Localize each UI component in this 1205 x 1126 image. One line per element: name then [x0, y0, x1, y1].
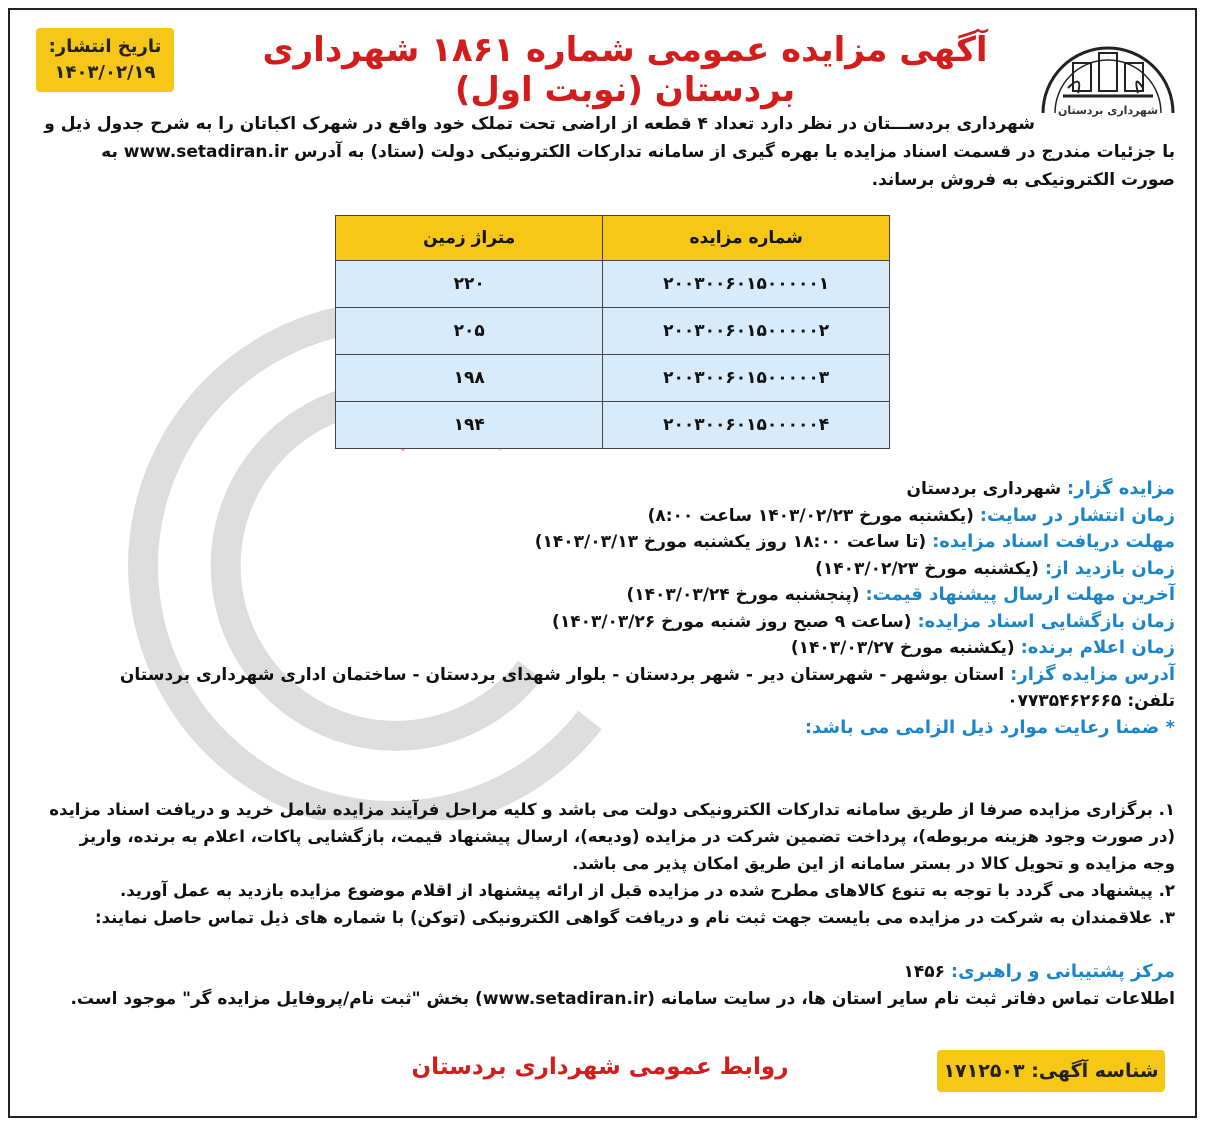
rule-line: ۲. پیشنهاد می گردد با توجه به تنوع کالاهای مطرح شده در مزایده قبل از ارائه پیشنهاد از اقلام موضوع مزایده بازدید به عمل آورید. — [119, 881, 1175, 900]
info-line — [35, 503, 1175, 530]
support-number: ۱۴۵۶ — [903, 962, 951, 982]
info-value: (یکشنبه مورخ ۱۴۰۳/۰۲/۲۳ ساعت ۸:۰۰) — [647, 505, 980, 526]
land-area-cell: ۱۹۸ — [336, 355, 603, 402]
info-label: آدرس مزایده گزار: — [1010, 663, 1175, 685]
info-line — [35, 635, 1175, 662]
info-value: (تا ساعت ۱۸:۰۰ روز یکشنبه مورخ ۱۴۰۳/۰۳/۱۳) — [534, 532, 933, 552]
auction-info — [35, 476, 1175, 741]
requirements-note: * ضمنا رعایت موارد ذیل الزامی می باشد: — [804, 716, 1175, 738]
auction-number-cell: ۲۰۰۳۰۰۶۰۱۵۰۰۰۰۰۱ — [603, 261, 890, 308]
publish-date-label: تاریخ انتشار: — [48, 36, 162, 57]
intro-line: شهرداری بردســـتان در نظر دارد تعداد ۴ قطعه از اراضی تحت تملک خود واقع در شهرک اکباتان را به شرح جدول ذیل و — [44, 114, 1035, 134]
support-section — [35, 958, 1175, 1013]
info-value: شهرداری بردستان — [906, 479, 1068, 499]
table-row — [336, 308, 890, 355]
auction-table — [335, 215, 890, 449]
info-label: زمان بازدید از: — [1044, 557, 1175, 579]
ad-title: آگهی مزایده عمومی شماره ۱۸۶۱ شهرداری بردستان (نوبت اول) — [262, 30, 988, 110]
land-area-cell: ۱۹۴ — [336, 402, 603, 449]
info-value: (یکشنبه مورخ ۱۴۰۳/۰۲/۲۳) — [815, 558, 1045, 579]
support-line — [35, 958, 1175, 986]
rule-line: ۱. برگزاری مزایده صرفا از طریق سامانه تدارکات الکترونیکی دولت می باشد و کلیه مراحل فرآیند مزایده شامل خرید و دریافت اسناد مزایده — [49, 800, 1175, 819]
rule-line: (در صورت وجود هزینه مربوطه)، پرداخت تضمین شرکت در مزایده (ودیعه)، ارسال پیشنهاد قیمت، بازگشایی پاکات، اعلام به برنده، واریز — [79, 827, 1175, 846]
phone-line: تلفن: ۰۷۷۳۵۴۶۲۶۶۵ — [1007, 691, 1175, 711]
info-value: (ساعت ۹ صبح روز شنبه مورخ ۱۴۰۳/۰۳/۲۶) — [552, 611, 918, 632]
ad-id-badge: شناسه آگهی: ۱۷۱۲۵۰۳ — [937, 1050, 1165, 1092]
land-area-cell: ۲۰۵ — [336, 308, 603, 355]
info-line — [35, 582, 1175, 609]
contact-line: اطلاعات تماس دفاتر ثبت نام سایر استان ها، در سایت سامانه (www.setadiran.ir) بخش "ثبت نام/پروفایل مزایده گر" موجود است. — [70, 989, 1175, 1009]
info-label: زمان اعلام برنده: — [1020, 637, 1175, 658]
info-value: (یکشنبه مورخ ۱۴۰۳/۰۳/۲۷) — [790, 638, 1021, 658]
intro-line: صورت الکترونیکی به فروش برساند. — [871, 170, 1175, 190]
auction-number-cell: ۲۰۰۳۰۰۶۰۱۵۰۰۰۰۰۴ — [603, 402, 890, 449]
rule-line: ۳. علاقمندان به شرکت در مزایده می بایست جهت ثبت نام و دریافت گواهی الکترونیکی (توکن) با شماره های ذیل تماس حاصل نمایند: — [95, 908, 1175, 927]
info-value: استان بوشهر - شهرستان دیر - شهر بردستان - بلوار شهدای بردستان - ساختمان اداری شهرداری بردستان — [119, 664, 1011, 685]
info-value: (پنجشنبه مورخ ۱۴۰۳/۰۳/۲۴) — [626, 585, 866, 605]
support-label: مرکز پشتیبانی و راهبری: — [950, 961, 1175, 982]
logo-caption: شهرداری بردستان — [1057, 104, 1159, 117]
publish-date-box — [36, 28, 174, 92]
info-line — [35, 529, 1175, 556]
info-line — [35, 556, 1175, 583]
intro-line: با جزئیات مندرج در قسمت اسناد مزایده با بهره گیری از سامانه تدارکات الکترونیکی دولت (ستاد) به آدرس www.setadiran.ir به — [101, 142, 1175, 162]
rules-list — [35, 796, 1175, 931]
info-line — [35, 476, 1175, 503]
info-label: مزایده گزار: — [1067, 478, 1175, 499]
land-area-cell: ۲۲۰ — [336, 261, 603, 308]
publish-date-value: ۱۴۰۳/۰۲/۱۹ — [54, 62, 156, 83]
intro-paragraph — [35, 110, 1175, 194]
info-label: مهلت دریافت اسناد مزایده: — [932, 531, 1175, 552]
header-land-area: متراژ زمین — [336, 216, 603, 261]
table-row — [336, 355, 890, 402]
table-row — [336, 402, 890, 449]
public-relations-title: روابط عمومی شهرداری بردستان — [411, 1054, 789, 1080]
table-header-row — [336, 216, 890, 261]
info-line — [35, 662, 1175, 689]
info-label: زمان بازگشایی اسناد مزایده: — [917, 610, 1175, 632]
header-auction-number: شماره مزایده — [603, 216, 890, 261]
info-line — [35, 609, 1175, 636]
auction-number-cell: ۲۰۰۳۰۰۶۰۱۵۰۰۰۰۰۳ — [603, 355, 890, 402]
rule-line: وجه مزایده و تحویل کالا در بستر سامانه از این طریق امکان پذیر می باشد. — [572, 854, 1175, 873]
info-label: آخرین مهلت ارسال پیشنهاد قیمت: — [865, 584, 1175, 605]
auction-number-cell: ۲۰۰۳۰۰۶۰۱۵۰۰۰۰۰۲ — [603, 308, 890, 355]
table-row — [336, 261, 890, 308]
info-label: زمان انتشار در سایت: — [979, 504, 1175, 526]
